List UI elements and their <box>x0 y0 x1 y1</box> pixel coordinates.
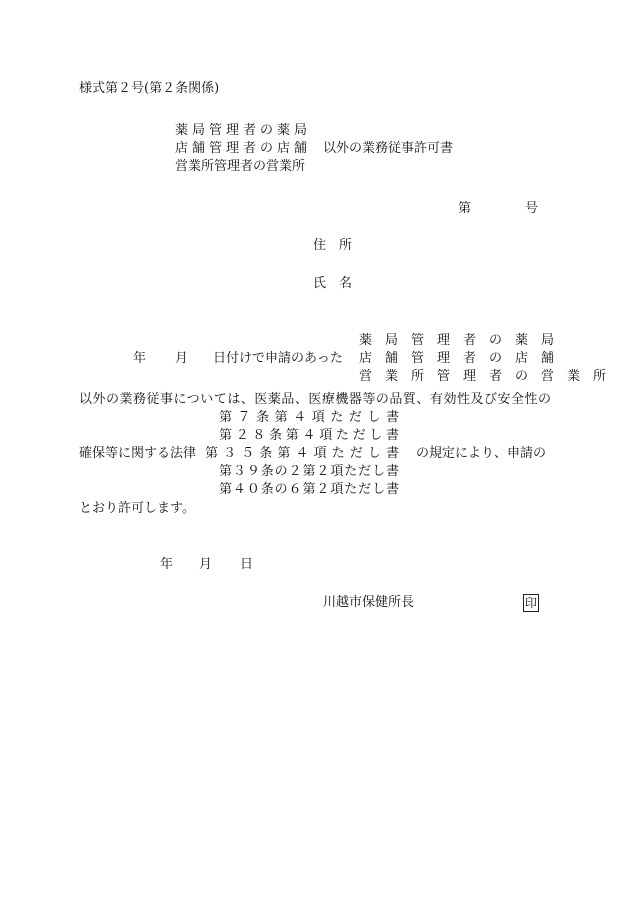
body-line-2: 以外の業務従事については、医薬品、医療機器等の品質、有効性及び安全性の <box>79 392 552 407</box>
number-label: 第 <box>458 201 472 216</box>
issue-month: 月 <box>199 557 213 572</box>
application-month: 月 <box>175 351 189 366</box>
body-option-store: 店 舗 管 理 者 の 店 舗 <box>359 351 555 366</box>
title-option-pharmacy: 薬局管理者の薬局 <box>175 123 311 138</box>
issue-year: 年 <box>160 557 174 572</box>
issuer-name: 川越市保健所長 <box>323 595 415 610</box>
application-year: 年 <box>133 351 147 366</box>
law-suffix: の規定により、申請の <box>416 446 547 461</box>
clause-39-2: 第３９条の２第２項ただし書 <box>219 464 400 479</box>
title-option-office: 営業所管理者の営業所 <box>175 159 306 174</box>
clause-7: 第７条第４項ただし書 <box>219 410 405 425</box>
title-option-store: 店舗管理者の店舗 <box>175 141 311 156</box>
clause-35: 第３５条第４項ただし書 <box>205 446 405 461</box>
clause-28: 第２８条第４項ただし書 <box>219 428 403 443</box>
document-title: 以外の業務従事許可書 <box>323 141 454 156</box>
law-prefix: 確保等に関する法律 <box>79 446 197 461</box>
application-date-phrase: 日付けで申請のあった <box>213 351 343 366</box>
number-suffix: 号 <box>525 201 539 216</box>
name-label: 氏 名 <box>313 276 353 291</box>
body-option-office: 営 業 所 管 理 者 の 営 業 所 <box>359 369 607 384</box>
body-option-pharmacy: 薬 局 管 理 者 の 薬 局 <box>359 333 555 348</box>
form-number: 様式第２号(第２条関係) <box>79 81 220 96</box>
closing-text: とおり許可します。 <box>79 501 195 516</box>
issue-day: 日 <box>240 557 254 572</box>
seal-mark: 印 <box>524 596 537 610</box>
clause-40-6: 第４０条の６第２項ただし書 <box>219 482 400 497</box>
address-label: 住 所 <box>313 238 353 253</box>
